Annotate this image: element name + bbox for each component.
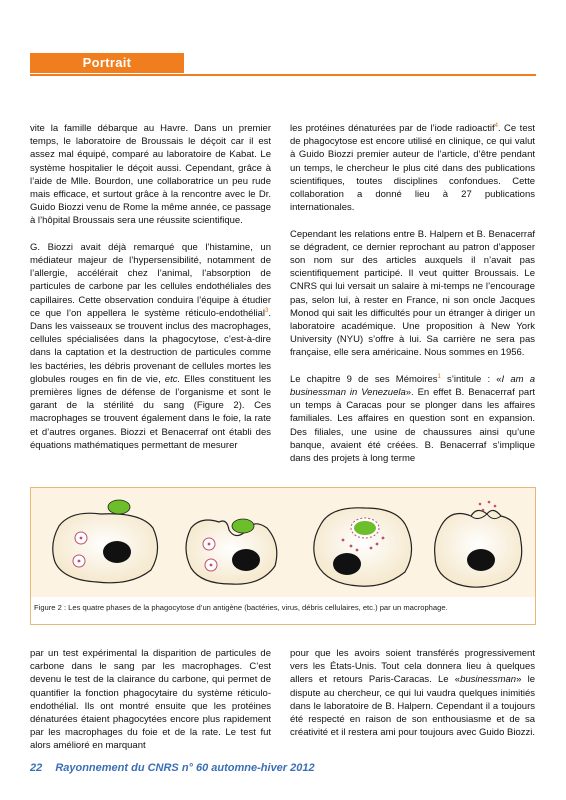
footnote-ref[interactable]: 3 [265, 307, 269, 314]
paragraph: par un test expérimental la disparition de particules de carbone dans le sang par les macrophages. C’est devenu le test de la clairance du carbone, qui permet de quantifier la fonction phagocytaire du système réticulo-endothélial. Ils ont montré ensuite que les protéines dénaturées étaient phagocytées encore plus rapidement par les macrophages du foie et de la rate. Le test fut alors amélioré en marquant [30, 648, 271, 752]
phagocytosis-illustration [31, 488, 537, 600]
paragraph: pour que les avoirs soient transférés progressivement vers les États-Unis. Tout cela donnera lieu à quelques allers et retours Paris-Caracas. Le «businessman» le dispute au chercheur, ce qui lui vaudra quelques inimitiés dans le laboratoire de B. Halpern. Cependant il a toujours été respecté en raison de son enthousiasme et de sa créativité et il restera ami pour toujours avec Guido Biozzi. [290, 648, 535, 739]
page-number: 22 [30, 762, 43, 774]
paragraph: Le chapitre 9 de ses Mémoires$^1$ s’intitule : «I am a businessman in Venezuela». En effet B. Benacerraf part un temps à Caracas pour se plonger dans les affaires familiales. Les affaires en question sont en expansion. Des filiales, une usine de chaussures ainsi qu’une banque, avaient été créées. B. Benacerraf s’implique dans des projets à long terme [290, 373, 535, 465]
column-3 [30, 647, 271, 753]
footnote-ref[interactable]: 1 [437, 373, 441, 380]
column-2 [290, 122, 535, 465]
header-rule [30, 74, 536, 76]
paragraph: les protéines dénaturées par de l’iode radioactif$^4$. Ce test de phagocytose est encore utilisé en clinique, ce qui valut à Guido Biozzi premier auteur de l’article, d’être pendant un temps, le chercheur le plus cité dans des publications scientifiques, toutes disciplines confondues. Cette collaboration a donné lieu à 27 publications internationales. [290, 122, 535, 214]
column-4 [290, 647, 535, 739]
paragraph: Cependant les relations entre B. Halpern et B. Benacerraf se dégradent, ce dernier reprochant au patron d’apposer son nom sur des articles auxquels il n’avait pas scientifiquement participé. Il veut quitter Broussais. Le CNRS qui lui versait un salaire à mi-temps ne l’encourage pas, selon lui, à rester en France, ni son oncle Jacques Monod qui sait les difficultés pour un étranger à diriger un laboratoire académique. Une proposition à New York University (NYU) s’offre à lui. Sa carrière ne sera pas française, elle sera américaine. Nous sommes en 1956. [290, 228, 535, 359]
footnote-ref[interactable]: 4 [494, 122, 498, 129]
column-1 [30, 122, 271, 452]
section-tag: Portrait [30, 53, 184, 73]
journal-title: Rayonnement du CNRS n° 60 automne-hiver 2012 [55, 762, 315, 774]
paragraph: vite la famille débarque au Havre. Dans un premier temps, le laboratoire de Broussais le déçoit car il est assez mal équipé, comparé au laboratoire de Kabat. Le système hospitalier le déçoit aussi. Cependant, grâce à l’aide de Mlle. Bourdon, une collaboratrice un peu rude mais efficace, et surtout grâce à la rencontre avec le Dr. Guido Biozzi venu de Rome la même année, ce passage à l’hôpital Broussais sera une réussite scientifique. [30, 123, 271, 227]
figure-caption: Figure 2 : Les quatre phases de la phagocytose d’un antigène (bactéries, virus, débris cellulaires, etc.) par un macrophage. [34, 603, 448, 612]
page-footer [30, 762, 315, 774]
paragraph: G. Biozzi avait déjà remarqué que l’histamine, un médiateur majeur de l’hypersensibilité, notamment de l’allergie, accélérait chez l’animal, l’absorption de particules de carbone par les cellules endothéliales des capillaires. Cette observation conduira l’équipe à étudier ce que l’on appellera le système réticulo-endothélial$^3$. Dans les vaisseaux se trouvent inclus des macrophages, cellules spécialisées dans la phagocytose, c’est-à-dire dans la captation et la destruction de particules comme les bactéries, les débris provenant de cellules mortes les globules rouges en fin de vie, etc. Elles constituent les premières lignes de défense de l’organisme et sont le garant de la stérilité du sang (Figure 2). Ces macrophages se trouvent également dans le foie, la rate et d’autres organes. Biozzi et Benacerraf ont établi des équations mathématiques permettant de mesurer [30, 241, 271, 451]
